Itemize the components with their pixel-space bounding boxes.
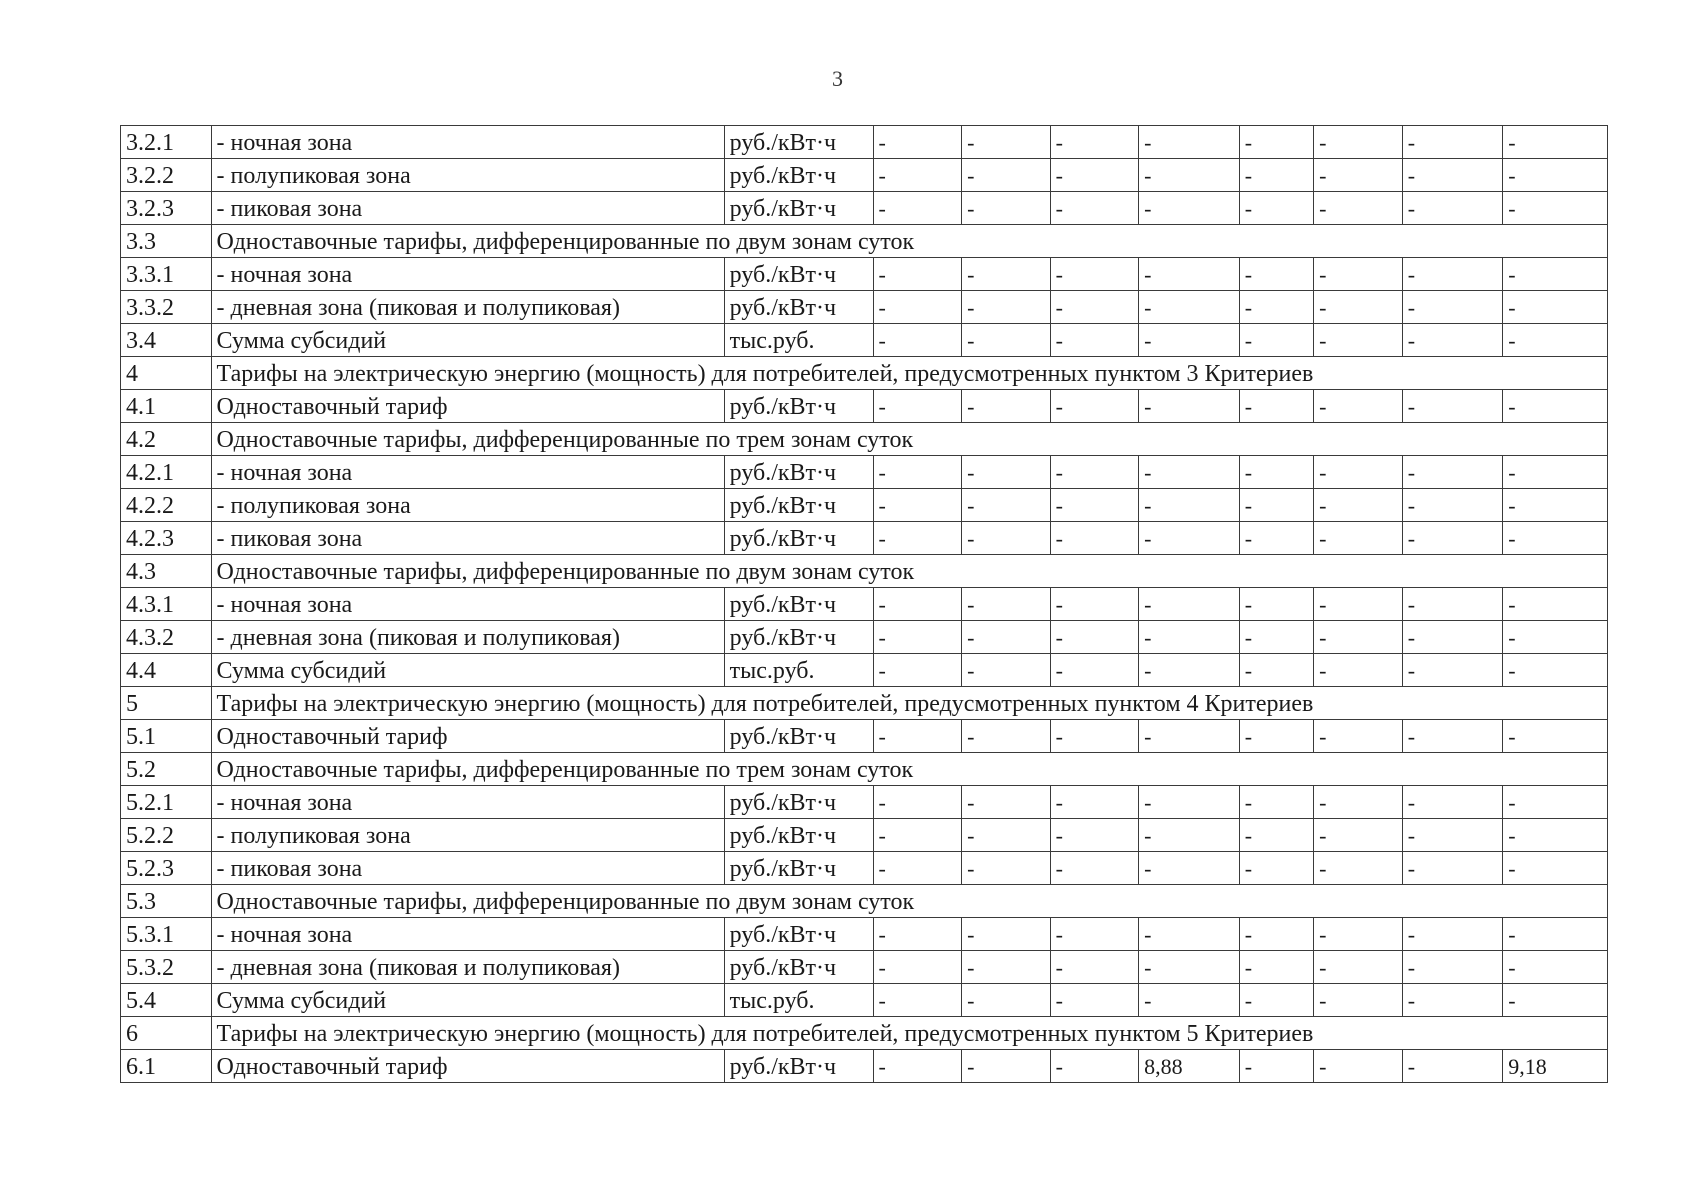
- row-code: 4.2.3: [121, 522, 212, 555]
- row-name: - ночная зона: [211, 588, 724, 621]
- row-unit: руб./кВт·ч: [724, 456, 873, 489]
- value-cell: -: [1239, 621, 1313, 654]
- row-name: - пиковая зона: [211, 522, 724, 555]
- value-cell: -: [1239, 159, 1313, 192]
- row-name: - дневная зона (пиковая и полупиковая): [211, 951, 724, 984]
- value-cell: -: [1050, 786, 1139, 819]
- row-unit: руб./кВт·ч: [724, 192, 873, 225]
- value-cell: -: [1050, 621, 1139, 654]
- value-cell: -: [1503, 588, 1608, 621]
- value-cell: -: [962, 159, 1051, 192]
- group-title: Одноставочные тарифы, дифференцированные по двум зонам суток: [211, 555, 1607, 588]
- group-title: Одноставочные тарифы, дифференцированные по двум зонам суток: [211, 885, 1607, 918]
- value-cell: 8,88: [1139, 1050, 1240, 1083]
- value-cell: -: [1139, 489, 1240, 522]
- value-cell: -: [962, 258, 1051, 291]
- value-cell: -: [1139, 456, 1240, 489]
- row-code: 4.3.1: [121, 588, 212, 621]
- value-cell: -: [1050, 126, 1139, 159]
- value-cell: -: [1314, 951, 1403, 984]
- table-row: [121, 291, 1608, 324]
- value-cell: -: [1314, 159, 1403, 192]
- value-cell: -: [1050, 819, 1139, 852]
- row-name: - ночная зона: [211, 258, 724, 291]
- value-cell: -: [1050, 258, 1139, 291]
- value-cell: -: [1050, 984, 1139, 1017]
- value-cell: -: [1239, 192, 1313, 225]
- value-cell: -: [1050, 291, 1139, 324]
- row-name: - полупиковая зона: [211, 489, 724, 522]
- value-cell: -: [873, 819, 962, 852]
- table-row: [121, 621, 1608, 654]
- table-row: [121, 522, 1608, 555]
- value-cell: -: [1314, 786, 1403, 819]
- value-cell: -: [1050, 489, 1139, 522]
- table-group-row: [121, 753, 1608, 786]
- value-cell: -: [873, 324, 962, 357]
- table-row: [121, 258, 1608, 291]
- value-cell: -: [962, 951, 1051, 984]
- value-cell: -: [1503, 852, 1608, 885]
- value-cell: -: [873, 456, 962, 489]
- row-code: 3.2.3: [121, 192, 212, 225]
- row-code: 4.2: [121, 423, 212, 456]
- value-cell: -: [1239, 852, 1313, 885]
- value-cell: -: [873, 588, 962, 621]
- row-code: 6.1: [121, 1050, 212, 1083]
- value-cell: -: [1402, 291, 1503, 324]
- table-row: [121, 489, 1608, 522]
- value-cell: -: [1503, 291, 1608, 324]
- value-cell: -: [1402, 390, 1503, 423]
- value-cell: -: [962, 588, 1051, 621]
- value-cell: -: [1239, 258, 1313, 291]
- table-group-row: [121, 225, 1608, 258]
- value-cell: -: [1139, 852, 1240, 885]
- table-group-row: [121, 423, 1608, 456]
- row-unit: руб./кВт·ч: [724, 126, 873, 159]
- value-cell: -: [1050, 918, 1139, 951]
- table-row: [121, 1050, 1608, 1083]
- table-row: [121, 456, 1608, 489]
- value-cell: -: [1139, 621, 1240, 654]
- value-cell: -: [1503, 489, 1608, 522]
- value-cell: -: [873, 984, 962, 1017]
- value-cell: -: [962, 720, 1051, 753]
- value-cell: -: [1314, 522, 1403, 555]
- value-cell: -: [962, 291, 1051, 324]
- value-cell: -: [1239, 918, 1313, 951]
- value-cell: -: [962, 489, 1051, 522]
- value-cell: -: [1402, 720, 1503, 753]
- tariff-table: [120, 125, 1608, 1083]
- value-cell: -: [1503, 456, 1608, 489]
- value-cell: -: [1050, 588, 1139, 621]
- value-cell: -: [873, 786, 962, 819]
- table-row: [121, 852, 1608, 885]
- row-name: - дневная зона (пиковая и полупиковая): [211, 621, 724, 654]
- value-cell: -: [1314, 126, 1403, 159]
- value-cell: -: [1050, 1050, 1139, 1083]
- table-row: [121, 951, 1608, 984]
- value-cell: -: [1503, 918, 1608, 951]
- value-cell: -: [1503, 126, 1608, 159]
- value-cell: -: [962, 1050, 1051, 1083]
- value-cell: -: [962, 786, 1051, 819]
- row-unit: руб./кВт·ч: [724, 291, 873, 324]
- value-cell: -: [1139, 258, 1240, 291]
- row-unit: тыс.руб.: [724, 654, 873, 687]
- value-cell: -: [1402, 654, 1503, 687]
- value-cell: -: [1402, 258, 1503, 291]
- table-group-row: [121, 885, 1608, 918]
- value-cell: -: [962, 522, 1051, 555]
- row-code: 5.3.1: [121, 918, 212, 951]
- group-title: Тарифы на электрическую энергию (мощность) для потребителей, предусмотренных пунктом 4 Критериев: [211, 687, 1607, 720]
- table-body: [121, 126, 1608, 1083]
- row-name: - ночная зона: [211, 918, 724, 951]
- value-cell: -: [1139, 654, 1240, 687]
- value-cell: -: [1314, 390, 1403, 423]
- row-code: 5: [121, 687, 212, 720]
- row-code: 4.3.2: [121, 621, 212, 654]
- value-cell: -: [1050, 159, 1139, 192]
- page-number: 3: [832, 66, 843, 91]
- table-group-row: [121, 357, 1608, 390]
- value-cell: -: [1050, 720, 1139, 753]
- row-name: - ночная зона: [211, 786, 724, 819]
- table-row: [121, 159, 1608, 192]
- row-code: 3.3.1: [121, 258, 212, 291]
- value-cell: -: [1314, 654, 1403, 687]
- row-code: 5.3.2: [121, 951, 212, 984]
- value-cell: -: [1314, 324, 1403, 357]
- row-name: Сумма субсидий: [211, 324, 724, 357]
- value-cell: -: [1050, 192, 1139, 225]
- row-code: 3.3: [121, 225, 212, 258]
- row-code: 5.2.1: [121, 786, 212, 819]
- value-cell: -: [1239, 588, 1313, 621]
- group-title: Тарифы на электрическую энергию (мощность) для потребителей, предусмотренных пунктом 3 Критериев: [211, 357, 1607, 390]
- value-cell: -: [1050, 522, 1139, 555]
- value-cell: -: [1503, 654, 1608, 687]
- row-name: - пиковая зона: [211, 192, 724, 225]
- row-name: Сумма субсидий: [211, 984, 724, 1017]
- value-cell: -: [1139, 159, 1240, 192]
- value-cell: -: [1139, 720, 1240, 753]
- value-cell: -: [873, 192, 962, 225]
- value-cell: -: [1314, 1050, 1403, 1083]
- row-name: - дневная зона (пиковая и полупиковая): [211, 291, 724, 324]
- value-cell: -: [873, 291, 962, 324]
- table-row: [121, 654, 1608, 687]
- row-code: 6: [121, 1017, 212, 1050]
- value-cell: -: [1314, 456, 1403, 489]
- row-code: 4.1: [121, 390, 212, 423]
- value-cell: -: [962, 390, 1051, 423]
- value-cell: -: [1050, 390, 1139, 423]
- value-cell: -: [1402, 951, 1503, 984]
- row-code: 4: [121, 357, 212, 390]
- value-cell: -: [1503, 984, 1608, 1017]
- row-unit: руб./кВт·ч: [724, 951, 873, 984]
- table-group-row: [121, 687, 1608, 720]
- value-cell: -: [1139, 786, 1240, 819]
- value-cell: -: [1314, 588, 1403, 621]
- value-cell: -: [1402, 1050, 1503, 1083]
- row-unit: руб./кВт·ч: [724, 786, 873, 819]
- value-cell: -: [1402, 126, 1503, 159]
- value-cell: -: [1503, 390, 1608, 423]
- value-cell: -: [1314, 852, 1403, 885]
- value-cell: -: [1239, 819, 1313, 852]
- value-cell: -: [1503, 786, 1608, 819]
- value-cell: -: [1239, 1050, 1313, 1083]
- value-cell: -: [962, 654, 1051, 687]
- value-cell: -: [1402, 984, 1503, 1017]
- row-unit: руб./кВт·ч: [724, 621, 873, 654]
- value-cell: -: [1239, 489, 1313, 522]
- value-cell: -: [1314, 720, 1403, 753]
- value-cell: -: [1402, 621, 1503, 654]
- value-cell: -: [1239, 291, 1313, 324]
- value-cell: -: [1139, 192, 1240, 225]
- value-cell: -: [1239, 456, 1313, 489]
- row-unit: руб./кВт·ч: [724, 852, 873, 885]
- value-cell: -: [1050, 456, 1139, 489]
- row-unit: тыс.руб.: [724, 324, 873, 357]
- table-row: [121, 324, 1608, 357]
- row-code: 3.3.2: [121, 291, 212, 324]
- value-cell: -: [962, 819, 1051, 852]
- row-unit: руб./кВт·ч: [724, 390, 873, 423]
- value-cell: -: [1503, 324, 1608, 357]
- row-unit: руб./кВт·ч: [724, 819, 873, 852]
- row-code: 5.2.2: [121, 819, 212, 852]
- value-cell: -: [1139, 984, 1240, 1017]
- row-code: 4.3: [121, 555, 212, 588]
- group-title: Одноставочные тарифы, дифференцированные по трем зонам суток: [211, 753, 1607, 786]
- value-cell: -: [1314, 918, 1403, 951]
- value-cell: -: [1314, 291, 1403, 324]
- row-unit: руб./кВт·ч: [724, 720, 873, 753]
- value-cell: -: [1314, 984, 1403, 1017]
- value-cell: -: [962, 852, 1051, 885]
- value-cell: -: [873, 1050, 962, 1083]
- value-cell: -: [1314, 192, 1403, 225]
- group-title: Тарифы на электрическую энергию (мощность) для потребителей, предусмотренных пунктом 5 Критериев: [211, 1017, 1607, 1050]
- value-cell: -: [1402, 786, 1503, 819]
- value-cell: -: [1503, 819, 1608, 852]
- value-cell: 9,18: [1503, 1050, 1608, 1083]
- row-name: Одноставочный тариф: [211, 1050, 724, 1083]
- value-cell: -: [873, 489, 962, 522]
- table-row: [121, 786, 1608, 819]
- row-code: 4.2.2: [121, 489, 212, 522]
- row-name: Сумма субсидий: [211, 654, 724, 687]
- value-cell: -: [873, 951, 962, 984]
- table-group-row: [121, 555, 1608, 588]
- row-code: 5.2: [121, 753, 212, 786]
- value-cell: -: [873, 159, 962, 192]
- value-cell: -: [1050, 654, 1139, 687]
- value-cell: -: [1402, 852, 1503, 885]
- row-name: - ночная зона: [211, 456, 724, 489]
- value-cell: -: [1050, 852, 1139, 885]
- row-name: - ночная зона: [211, 126, 724, 159]
- row-code: 3.2.2: [121, 159, 212, 192]
- value-cell: -: [1503, 159, 1608, 192]
- value-cell: -: [1503, 258, 1608, 291]
- value-cell: -: [1239, 984, 1313, 1017]
- value-cell: -: [873, 258, 962, 291]
- row-unit: руб./кВт·ч: [724, 489, 873, 522]
- value-cell: -: [1239, 126, 1313, 159]
- value-cell: -: [873, 918, 962, 951]
- row-name: Одноставочный тариф: [211, 720, 724, 753]
- row-code: 5.1: [121, 720, 212, 753]
- row-code: 3.2.1: [121, 126, 212, 159]
- row-name: - полупиковая зона: [211, 819, 724, 852]
- row-unit: руб./кВт·ч: [724, 588, 873, 621]
- value-cell: -: [1139, 918, 1240, 951]
- value-cell: -: [962, 126, 1051, 159]
- value-cell: -: [962, 984, 1051, 1017]
- value-cell: -: [1139, 951, 1240, 984]
- value-cell: -: [1402, 456, 1503, 489]
- value-cell: -: [1402, 918, 1503, 951]
- table-row: [121, 390, 1608, 423]
- row-name: - пиковая зона: [211, 852, 724, 885]
- value-cell: -: [1314, 621, 1403, 654]
- value-cell: -: [873, 720, 962, 753]
- value-cell: -: [1239, 786, 1313, 819]
- value-cell: -: [1139, 390, 1240, 423]
- row-unit: руб./кВт·ч: [724, 258, 873, 291]
- value-cell: -: [1402, 159, 1503, 192]
- value-cell: -: [1402, 819, 1503, 852]
- value-cell: -: [1050, 324, 1139, 357]
- table-row: [121, 192, 1608, 225]
- table-row: [121, 720, 1608, 753]
- value-cell: -: [1139, 324, 1240, 357]
- value-cell: -: [1402, 588, 1503, 621]
- value-cell: -: [873, 126, 962, 159]
- value-cell: -: [1503, 720, 1608, 753]
- value-cell: -: [1139, 819, 1240, 852]
- row-name: - полупиковая зона: [211, 159, 724, 192]
- value-cell: -: [1239, 951, 1313, 984]
- value-cell: -: [873, 654, 962, 687]
- value-cell: -: [1314, 819, 1403, 852]
- table-group-row: [121, 1017, 1608, 1050]
- value-cell: -: [1139, 522, 1240, 555]
- value-cell: -: [1503, 621, 1608, 654]
- row-code: 4.4: [121, 654, 212, 687]
- row-code: 5.3: [121, 885, 212, 918]
- row-unit: руб./кВт·ч: [724, 918, 873, 951]
- value-cell: -: [1239, 324, 1313, 357]
- row-unit: руб./кВт·ч: [724, 159, 873, 192]
- value-cell: -: [1139, 291, 1240, 324]
- row-code: 4.2.1: [121, 456, 212, 489]
- value-cell: -: [1239, 522, 1313, 555]
- row-unit: руб./кВт·ч: [724, 522, 873, 555]
- row-code: 3.4: [121, 324, 212, 357]
- value-cell: -: [1314, 258, 1403, 291]
- table-row: [121, 918, 1608, 951]
- value-cell: -: [962, 621, 1051, 654]
- value-cell: -: [873, 390, 962, 423]
- value-cell: -: [1239, 390, 1313, 423]
- value-cell: -: [1314, 489, 1403, 522]
- value-cell: -: [962, 456, 1051, 489]
- value-cell: -: [1503, 522, 1608, 555]
- value-cell: -: [1239, 720, 1313, 753]
- value-cell: -: [1139, 588, 1240, 621]
- value-cell: -: [1050, 951, 1139, 984]
- value-cell: -: [1239, 654, 1313, 687]
- group-title: Одноставочные тарифы, дифференцированные по двум зонам суток: [211, 225, 1607, 258]
- value-cell: -: [1139, 126, 1240, 159]
- value-cell: -: [873, 852, 962, 885]
- value-cell: -: [1402, 324, 1503, 357]
- value-cell: -: [1503, 951, 1608, 984]
- row-code: 5.4: [121, 984, 212, 1017]
- value-cell: -: [962, 192, 1051, 225]
- row-code: 5.2.3: [121, 852, 212, 885]
- value-cell: -: [962, 324, 1051, 357]
- row-unit: руб./кВт·ч: [724, 1050, 873, 1083]
- value-cell: -: [1402, 192, 1503, 225]
- table-row: [121, 126, 1608, 159]
- value-cell: -: [873, 522, 962, 555]
- value-cell: -: [962, 918, 1051, 951]
- group-title: Одноставочные тарифы, дифференцированные по трем зонам суток: [211, 423, 1607, 456]
- value-cell: -: [873, 621, 962, 654]
- value-cell: -: [1402, 489, 1503, 522]
- table-row: [121, 588, 1608, 621]
- table-row: [121, 819, 1608, 852]
- value-cell: -: [1503, 192, 1608, 225]
- row-name: Одноставочный тариф: [211, 390, 724, 423]
- table-row: [121, 984, 1608, 1017]
- value-cell: -: [1402, 522, 1503, 555]
- row-unit: тыс.руб.: [724, 984, 873, 1017]
